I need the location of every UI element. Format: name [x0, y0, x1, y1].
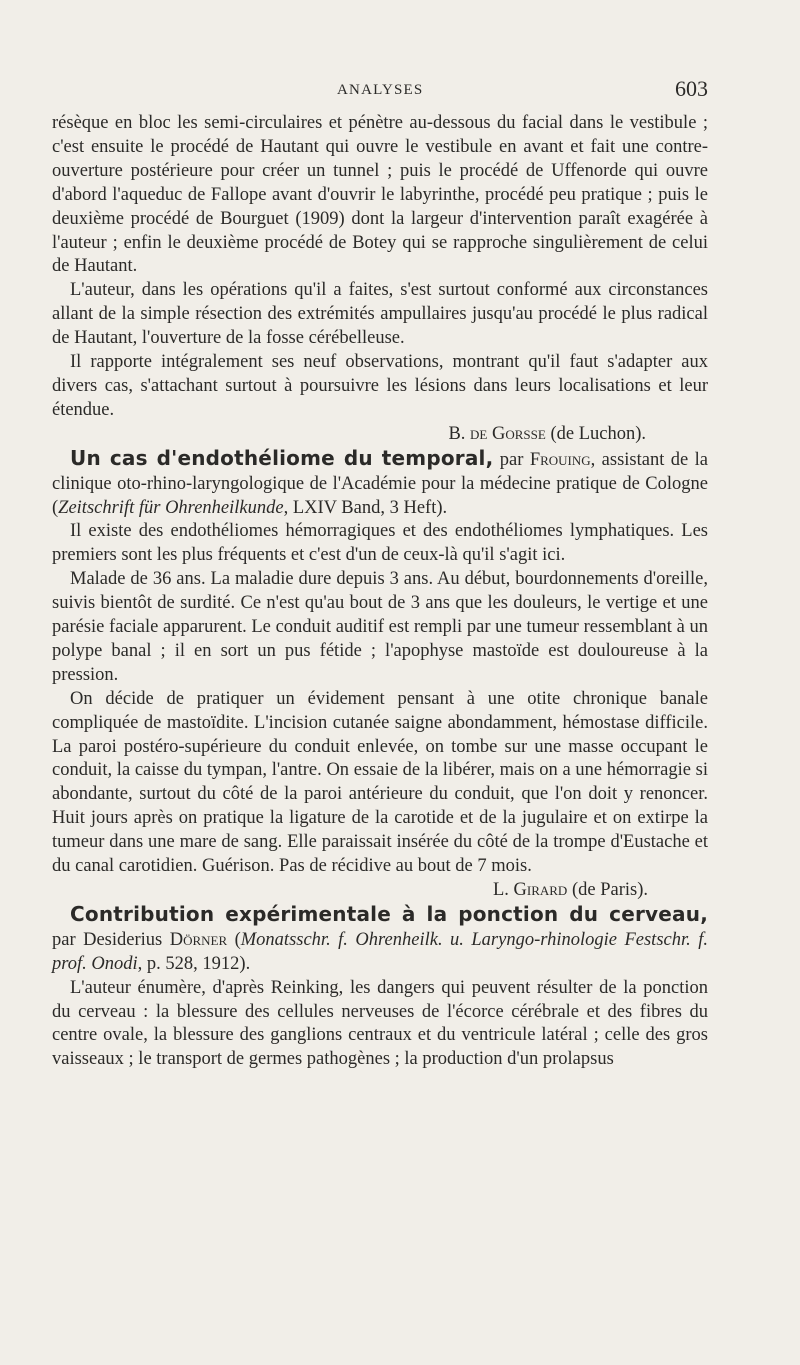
- signature-initial: B.: [448, 423, 471, 444]
- signature-name: Girard: [513, 880, 568, 900]
- reviewer-signature: [52, 879, 708, 903]
- article-heading: [52, 903, 708, 977]
- page-number: 603: [675, 76, 708, 101]
- paragraph: Il existe des endothéliomes hémorragiques et des endothéliomes lymphatiques. Les premiers sont les plus fréquents et c'est d'un de ceux-là qu'il s'agit ici.: [52, 521, 708, 566]
- journal-pages: , p. 528, 1912).: [137, 953, 251, 974]
- running-head-title: ANALYSES: [337, 82, 424, 98]
- article-author: Frouing: [529, 449, 591, 470]
- signature-initial: L.: [492, 880, 514, 900]
- heading-par: par Desiderius: [52, 929, 170, 950]
- article-title: Un cas d'endothéliome du temporal,: [70, 445, 494, 470]
- paragraph: Il rapporte intégralement ses neuf observations, montrant qu'il faut s'adapter aux divers cas, s'attachant surtout à poursuivre les lésions dans leurs localisations et leur étendue.: [52, 352, 708, 420]
- paragraph: On décide de pratiquer un évidement pensant à une otite chronique banale compliquée de mastoïdite. L'incision cutanée saigne abondamment, hémostase difficile. La paroi postéro-supérieure du conduit enlevée, on tombe sur une masse occupant le conduit, la caisse du tympan, l'antre. On essaie de la libérer, mais on a une hémorragie si abondante, surtout du côté de la paroi antérieure du conduit, que l'on doit y renoncer. Huit jours après on pratique la ligature de la carotide et de la jugulaire et on extirpe la tumeur dans une mare de sang. Elle paraissait insérée du côté de la trompe d'Eustache et du canal carotidien. Guérison. Pas de récidive au bout de 7 mois.: [52, 688, 708, 877]
- signature-particle: de: [470, 423, 488, 444]
- paragraph: L'auteur, dans les opérations qu'il a faites, s'est surtout conformé aux circonstances allant de la simple résection des extrémités ampullaires jusqu'au procédé le plus radical de Hautant, l'ouverture de la fosse cérébelleuse.: [52, 280, 708, 349]
- journal-name: Monatsschr. f. Ohrenheilk. u. Laryngo-rhinologie Festschr. f. prof. Onodi: [52, 929, 708, 974]
- signature-name: Gorsse: [487, 423, 546, 444]
- heading-open: (: [227, 929, 241, 950]
- running-head: [52, 76, 708, 106]
- journal-volume: , LXIV Band, 3 Heft).: [283, 497, 448, 518]
- article-title: Contribution expérimentale à la ponction du cerveau,: [70, 901, 708, 926]
- reviewer-signature: [52, 423, 708, 447]
- article-heading: [52, 447, 708, 521]
- paragraph: L'auteur énumère, d'après Reinking, les dangers qui peuvent résulter de la ponction du cerveau : la blessure des cellules nerveuses de l'écorce cérébrale et des fibres du centre ovale, la blessure des ganglions centraux et du ventricule latéral ; celle des gros vaisseaux ; le transport de germes pathogènes ; la production d'un prolapsus: [52, 977, 708, 1070]
- paragraph: Malade de 36 ans. La maladie dure depuis 3 ans. Au début, bourdonnements d'oreille, suivis bientôt de surdité. Ce n'est qu'au bout de 3 ans que les douleurs, le vertige et une parésie faciale apparurent. Le conduit auditif est rempli par une tumeur ressemblant à un polype banal ; il en sort un pus fétide ; l'apophyse mastoïde est douloureuse à la pression.: [52, 569, 708, 685]
- paragraph: résèque en bloc les semi-circulaires et pénètre au-dessous du facial dans le vestibule ; c'est ensuite le procédé de Hautant qui ouvre le vestibule en avant et fait une contre-ouverture postérieure pour créer un tunnel ; puis le procédé de Uffenorde qui ouvre d'abord l'aqueduc de Fallope avant d'ouvrir le labyrinthe, procédé peu pratique ; puis le deuxième procédé de Bourguet (1909) dont la largeur d'intervention paraît exagérée à l'auteur ; enfin le deuxième procédé de Botey qui se rapproche singulièrement de celui de Hautant.: [52, 113, 708, 277]
- signature-place: (de Paris).: [567, 880, 648, 900]
- article-body: [52, 112, 708, 1072]
- signature-place: (de Luchon).: [545, 423, 646, 444]
- article-author: Dörner: [169, 929, 228, 950]
- article-affiliation: , assistant de la clinique oto-rhino-laryngologique de l'Académie pour la médecine pratique de Cologne (: [52, 449, 708, 518]
- journal-name: Zeitschrift für Ohrenheilkunde: [58, 497, 284, 518]
- heading-par: par: [493, 449, 530, 470]
